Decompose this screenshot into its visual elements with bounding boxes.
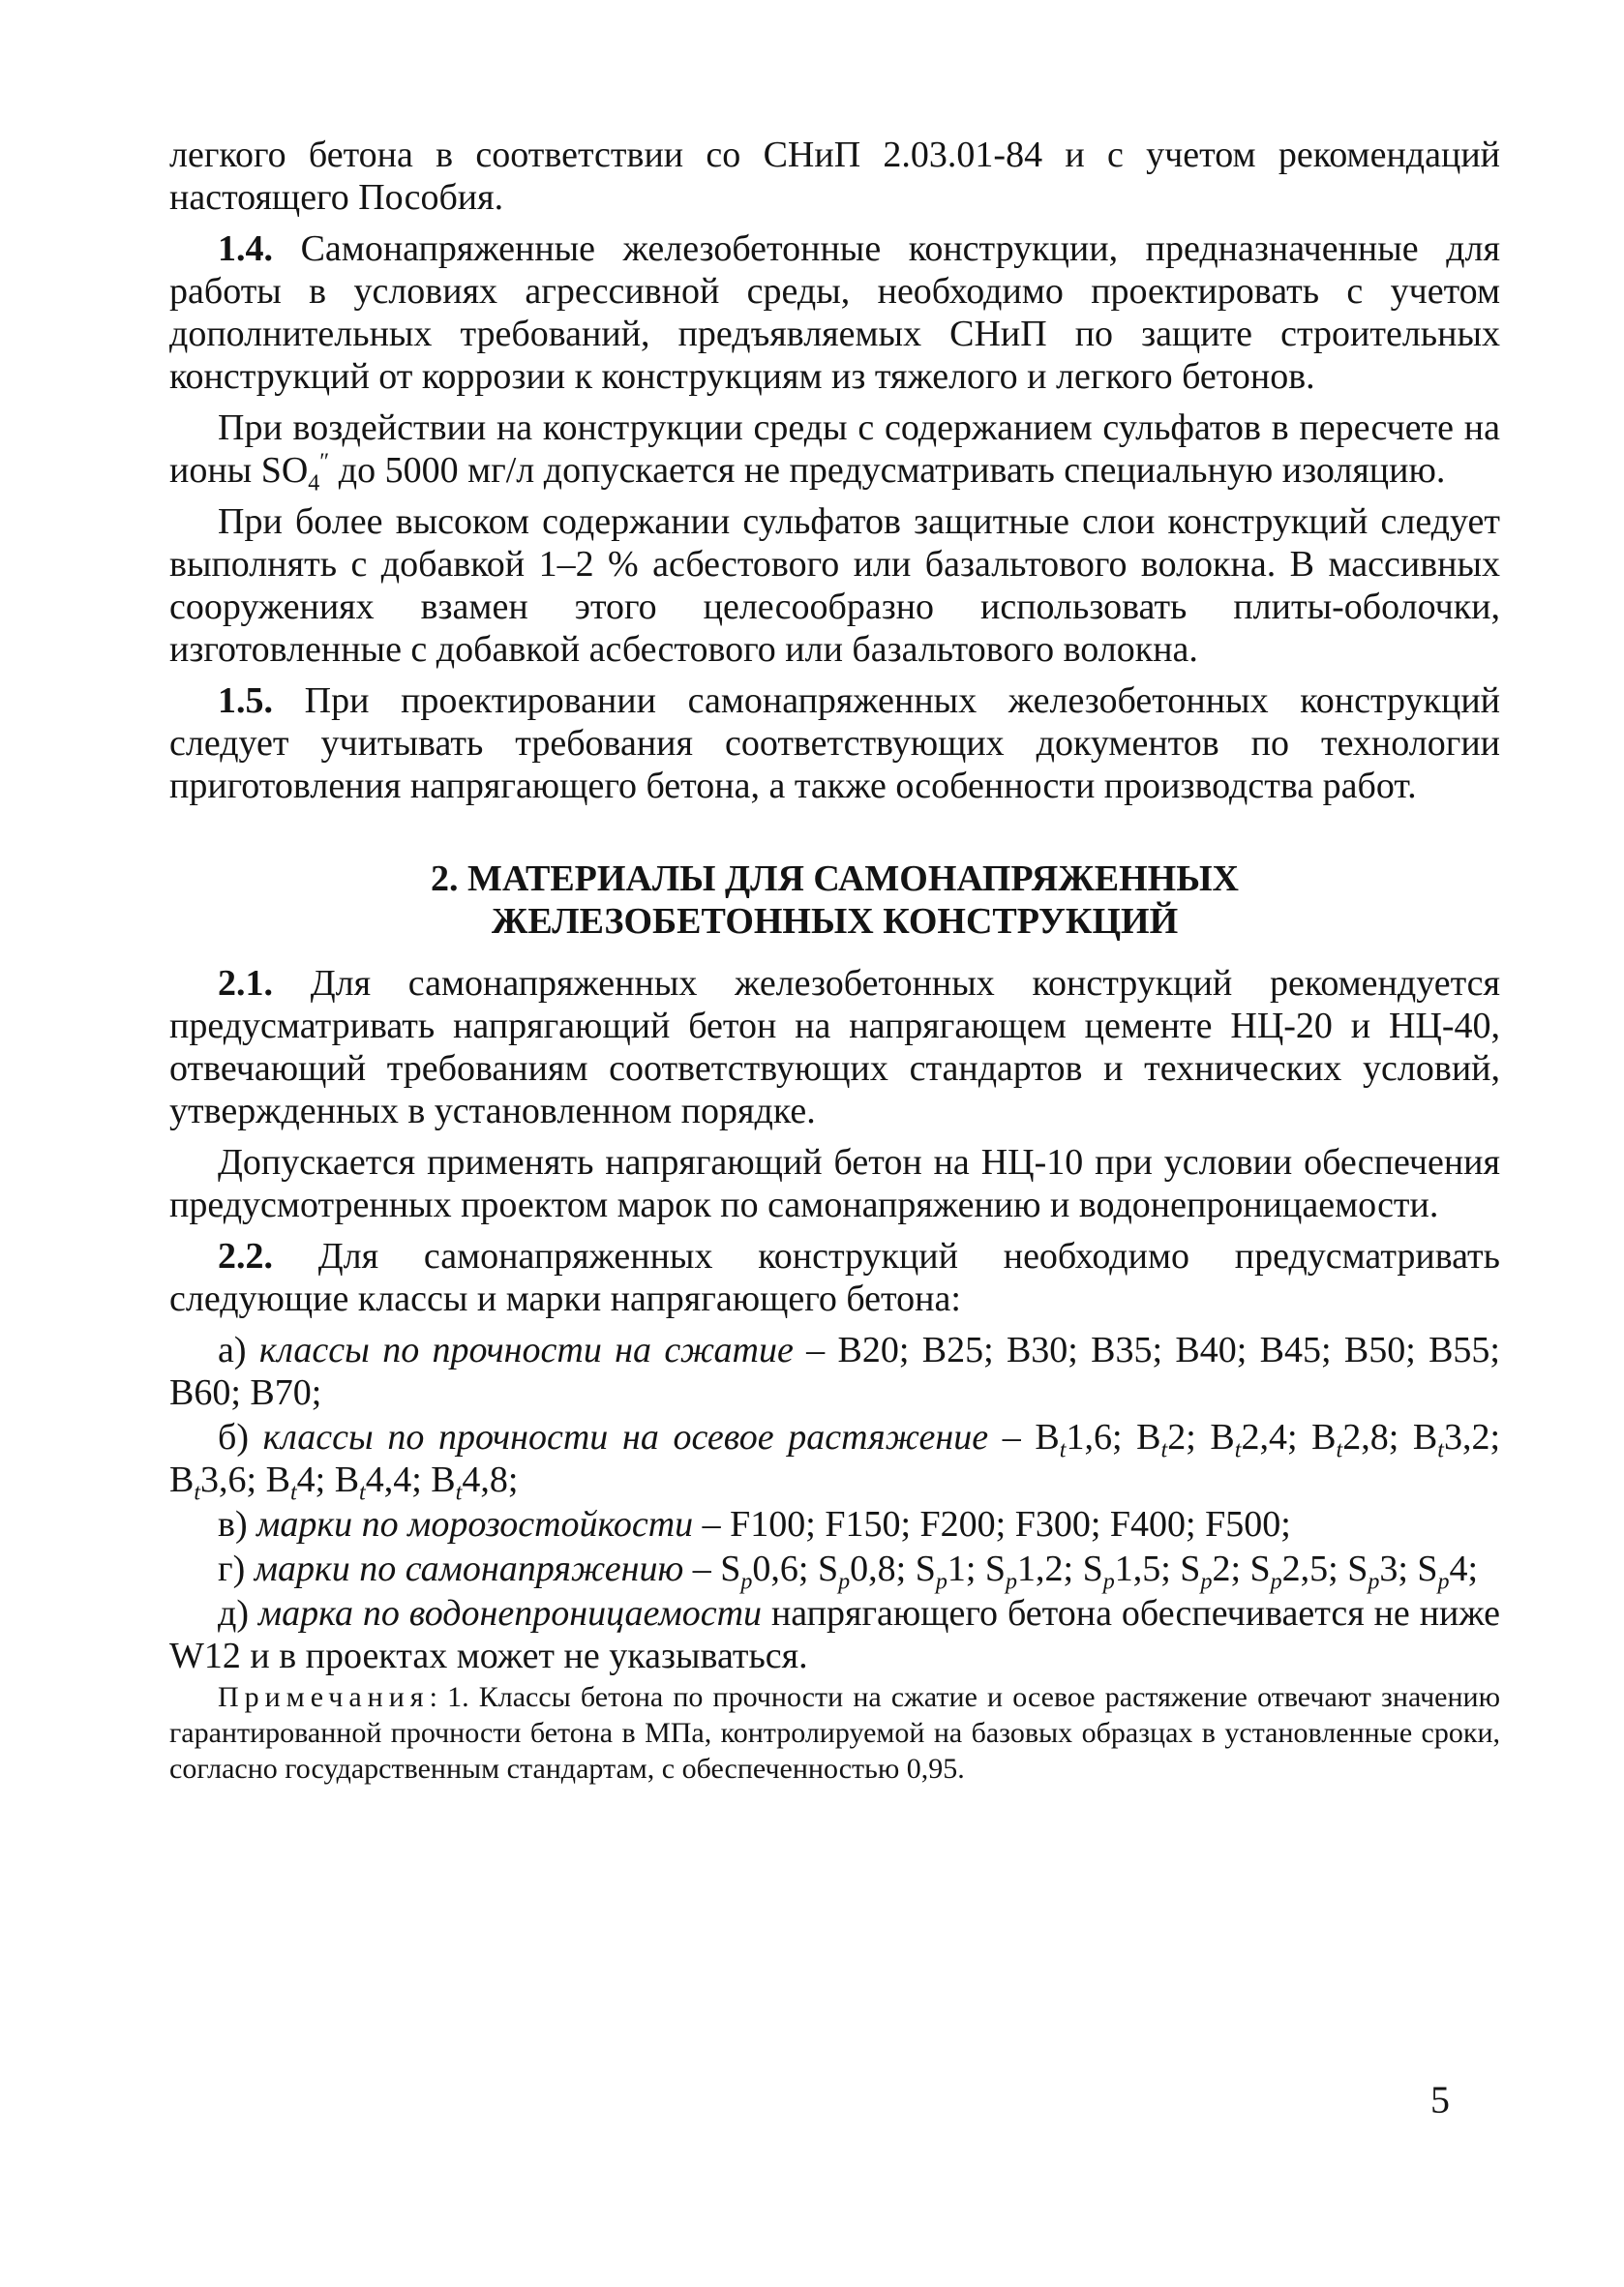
class-letter: В (1311, 1417, 1337, 1458)
body-text (169, 134, 1500, 1795)
class-subscript: t (359, 1480, 366, 1506)
list-marker: б) (218, 1417, 263, 1458)
section-heading-line-2: ЖЕЛЕЗОБЕТОННЫХ КОНСТРУКЦИЙ (491, 901, 1179, 942)
class-subscript: t (455, 1480, 463, 1506)
class-value: 3,2; (1443, 1417, 1500, 1458)
list-term: марки по морозостойкости (256, 1504, 694, 1545)
section-heading (169, 858, 1500, 943)
note-paragraph (169, 1679, 1500, 1787)
class-subscript: t (1160, 1437, 1168, 1463)
list-item-v (169, 1503, 1500, 1546)
class-subscript: t (289, 1480, 297, 1506)
note-text: : 1. Классы бетона по прочности на сжатие и осевое растяжение отвечают значению гарантированной прочности бетона в МПа, контролируемой на базовых образцах в установленные сроки, согласно государственным стандартам, с обеспеченностью 0,95. (169, 1681, 1500, 1785)
class-letter: S (915, 1549, 936, 1589)
sulfate-text-before: При воздействии на конструкции среды с содержанием сульфатов в пересчете на ионы SO (169, 407, 1500, 491)
list-item-a (169, 1329, 1500, 1414)
clause-1-5 (169, 679, 1500, 807)
intro-paragraph: легкого бетона в соответствии со СНиП 2.03.01-84 и с учетом рекомендаций настоящего Пособия. (169, 135, 1500, 218)
classes-list (169, 1329, 1500, 1677)
class-value: 2; (1212, 1549, 1250, 1589)
class-value: 4,8; (462, 1459, 519, 1500)
clause-1-4 (169, 227, 1500, 398)
class-subscript: p (1368, 1569, 1380, 1595)
class-subscript: p (1270, 1569, 1282, 1595)
class-value: 1,2; (1017, 1549, 1083, 1589)
class-value: 4; (296, 1459, 335, 1500)
class-subscript: p (1200, 1569, 1213, 1595)
page-number: 5 (1430, 2078, 1450, 2121)
class-subscript: t (194, 1480, 201, 1506)
class-letter: S (1347, 1549, 1368, 1589)
class-letter: В (1412, 1417, 1438, 1458)
list-item-g (169, 1548, 1500, 1595)
allowed-paragraph: Допускается применять напрягающий бетон на НЦ-10 при условии обеспечения предусмотренных проектом марок по самонапряжению и водонепроницаемости. (169, 1142, 1500, 1225)
list-marker: а) (218, 1330, 259, 1370)
class-value: 2; (1167, 1417, 1211, 1458)
list-dash: – (988, 1417, 1036, 1458)
list-marker: д) (218, 1593, 258, 1634)
clause-text: Для самонапряженных железобетонных конструкций рекомендуется предусматривать напрягающий бетон на напрягающем цементе НЦ-20 и НЦ-40, отвечающий требованиям соответствующих стандартов и технических условий, утвержденных в установленном порядке. (169, 963, 1500, 1131)
class-letter: В (265, 1459, 290, 1500)
clause-text: При проектировании самонапряженных железобетонных конструкций следует учитывать требования соответствующих документов по технологии приготовления напрягающего бетона, а также особенности производства работ. (169, 680, 1500, 806)
class-subscript: p (1006, 1569, 1018, 1595)
list-values: – В20; В25; В30; В35; В40; В45; В50; В55; В60; В70; (169, 1330, 1500, 1413)
list-marker: в) (218, 1504, 257, 1545)
note-label: Примечания (218, 1681, 430, 1713)
class-subscript: t (1437, 1437, 1444, 1463)
class-value: 3; (1379, 1549, 1418, 1589)
class-value: 1,5; (1114, 1549, 1181, 1589)
higher-sulfate-paragraph: При более высоком содержании сульфатов защитные слои конструкций следует выполнять с добавкой 1–2 % асбестового или базальтового волокна. В массивных сооружениях взамен этого целесообразно использовать плиты-оболочки, изготовленные с добавкой асбестового или базальтового волокна. (169, 501, 1500, 670)
sulfate-text-after: до 5000 мг/л допускается не предусматривать специальную изоляцию. (329, 450, 1446, 491)
class-value: 1; (947, 1549, 985, 1589)
class-value: 1,6; (1066, 1417, 1137, 1458)
class-value: 2,8; (1342, 1417, 1413, 1458)
class-value: 3,6; (200, 1459, 266, 1500)
clause-text: Для самонапряженных конструкций необходимо предусматривать следующие классы и марки напрягающего бетона: (169, 1236, 1500, 1319)
class-letter: S (1180, 1549, 1201, 1589)
list-marker: г) (218, 1549, 255, 1589)
class-letter: S (1082, 1549, 1103, 1589)
class-value: 0,6; (752, 1549, 818, 1589)
list-item-d (169, 1592, 1500, 1677)
class-subscript: t (1234, 1437, 1242, 1463)
class-letter: В (1035, 1417, 1060, 1458)
list-values: – F100; F150; F200; F300; F400; F500; (693, 1504, 1291, 1545)
class-letter: В (169, 1459, 195, 1500)
class-value: 0,8; (850, 1549, 916, 1589)
class-subscript: p (1102, 1569, 1115, 1595)
ion-subscript: 4 (308, 470, 320, 497)
class-subscript: p (838, 1569, 851, 1595)
list-term: марка по водонепроницаемости (257, 1593, 763, 1634)
class-value: 4; (1449, 1549, 1479, 1589)
list-dash: – (683, 1549, 721, 1589)
clause-number: 1.5. (218, 680, 273, 721)
class-letter: S (984, 1549, 1007, 1589)
list-term: классы по прочности на сжатие (258, 1330, 794, 1370)
class-letter: В (1136, 1417, 1161, 1458)
class-subscript: t (1059, 1437, 1067, 1463)
class-value: 2,4; (1241, 1417, 1312, 1458)
class-value: 4,4; (365, 1459, 432, 1500)
clause-2-1 (169, 962, 1500, 1132)
class-letter: S (720, 1549, 741, 1589)
list-term: марки по самонапряжению (254, 1549, 684, 1589)
list-term: классы по прочности на осевое растяжение (262, 1417, 989, 1458)
clause-number: 2.2. (218, 1236, 273, 1277)
class-subscript: p (935, 1569, 947, 1595)
clause-text: Самонапряженные железобетонные конструкции, предназначенные для работы в условиях агрессивной среды, необходимо проектировать с учетом дополнительных требований, предъявляемых СНиП по защите строительных конструкций от коррозии к конструкциям из тяжелого и легкого бетонов. (169, 228, 1500, 397)
clause-2-2 (169, 1235, 1500, 1320)
class-subscript: t (1336, 1437, 1343, 1463)
class-letter: В (431, 1459, 456, 1500)
class-subscript: p (740, 1569, 753, 1595)
class-letter: S (1417, 1549, 1438, 1589)
class-letter: S (817, 1549, 839, 1589)
class-letter: S (1249, 1549, 1271, 1589)
class-subscript: p (1437, 1569, 1450, 1595)
list-values: напрягающего бетона обеспечивается не ниже W12 и в проектах может не указываться. (169, 1593, 1500, 1676)
clause-number: 2.1. (218, 963, 273, 1004)
class-letter: В (1210, 1417, 1235, 1458)
class-letter: В (334, 1459, 360, 1500)
class-value: 2,5; (1281, 1549, 1348, 1589)
list-item-b (169, 1416, 1500, 1506)
clause-number: 1.4. (218, 228, 273, 269)
ion-superscript: ″ (319, 449, 330, 475)
section-heading-line-1: 2. МАТЕРИАЛЫ ДЛЯ САМОНАПРЯЖЕННЫХ (431, 858, 1239, 899)
sulfate-paragraph (169, 406, 1500, 497)
